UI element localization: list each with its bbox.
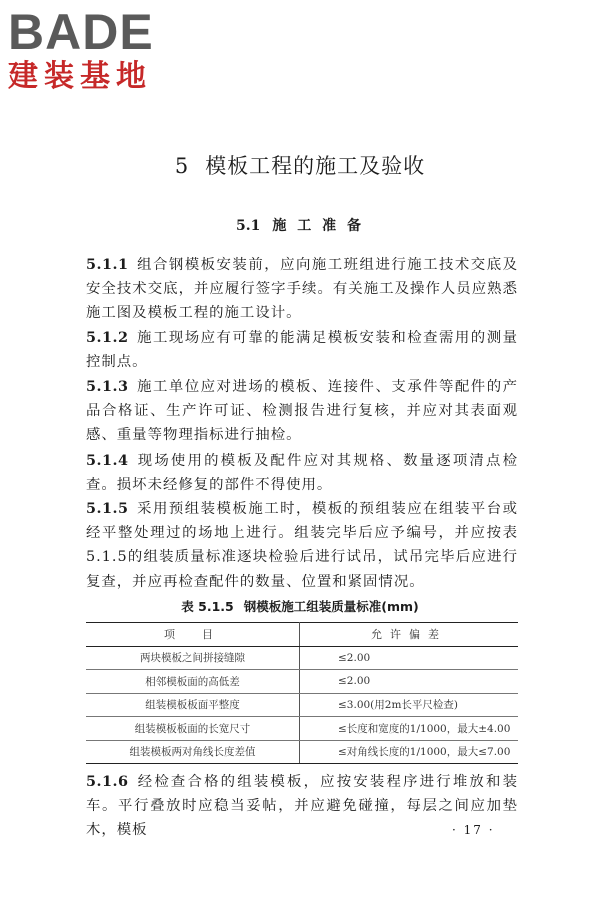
- paragraph-text: 现场使用的模板及配件应对其规格、数量逐项清点检查。损坏未经修复的部件不得使用。: [86, 453, 518, 494]
- quality-standard-table: [86, 622, 518, 764]
- paragraph-text: 经检查合格的组装模板，应按安装程序进行堆放和装车。平行叠放时应稳当妥帖，并应避免碰撞，每层之间应加垫木，模板: [86, 774, 518, 839]
- paragraph-5-1-5: [86, 497, 518, 594]
- header-tolerance: 允许偏差: [300, 623, 519, 647]
- table-row: [86, 740, 518, 764]
- paragraph-text: 采用预组装模板施工时，模板的预组装应在组装平台或经平整处理过的场地上进行。组装完毕后应予编号，并应按表5.1.5的组装质量标准逐块检验后进行试吊，试吊完毕后应进行复查，并应再检查配件的数量、位置和紧固情况。: [86, 501, 518, 590]
- table-caption: [0, 597, 600, 615]
- table-number: 表 5.1.5: [181, 599, 234, 614]
- table-cell-tolerance: ≤2.00: [300, 646, 519, 670]
- paragraph-number: 5.1.6: [86, 773, 129, 790]
- table-row: [86, 693, 518, 717]
- table-title: 钢模板施工组装质量标准(mm): [243, 599, 419, 614]
- section-number: 5.1: [236, 218, 261, 234]
- chapter-number: 5: [174, 154, 190, 178]
- paragraph-text: 组合钢模板安装前，应向施工班组进行施工技术交底及安全技术交底，并应履行签字手续。有关施工及操作人员应熟悉施工图及模板工程的施工设计。: [86, 257, 518, 322]
- table-cell-item: 组装模板板面平整度: [86, 693, 300, 717]
- paragraph-5-1-2: [86, 326, 518, 374]
- paragraph-5-1-4: [86, 449, 518, 497]
- table-row: [86, 646, 518, 670]
- paragraph-5-1-3: [86, 375, 518, 448]
- paragraph-number: 5.1.2: [86, 329, 129, 346]
- table-row: [86, 717, 518, 741]
- table-cell-item: 组装模板两对角线长度差值: [86, 740, 300, 764]
- paragraph-number: 5.1.4: [86, 452, 129, 469]
- section-title: 施 工 准 备: [272, 218, 364, 234]
- logo-brand-cn: 建装基地: [8, 59, 152, 94]
- chapter-heading: [0, 150, 600, 180]
- paragraph-text: 施工单位应对进场的模板、连接件、支承件等配件的产品合格证、生产许可证、检测报告进行复核，并应对其表面观感、重量等物理指标进行抽检。: [86, 379, 518, 444]
- table-cell-tolerance: ≤长度和宽度的1/1000，最大±4.00: [300, 717, 519, 741]
- table-cell-tolerance: ≤2.00: [300, 670, 519, 694]
- paragraph-number: 5.1.3: [86, 378, 129, 395]
- table-cell-item: 两块模板之间拼接缝隙: [86, 646, 300, 670]
- paragraph-text: 施工现场应有可靠的能满足模板安装和检查需用的测量控制点。: [86, 330, 518, 371]
- logo-brand-text: BADE: [8, 4, 154, 60]
- table-cell-tolerance: ≤对角线长度的1/1000，最大≤7.00: [300, 740, 519, 764]
- table-row: [86, 670, 518, 694]
- brand-logo: [8, 6, 154, 94]
- paragraph-number: 5.1.1: [86, 256, 129, 273]
- paragraph-5-1-1: [86, 253, 518, 326]
- table-cell-item: 组装模板板面的长宽尺寸: [86, 717, 300, 741]
- table-cell-item: 相邻模板面的高低差: [86, 670, 300, 694]
- page-number: · 17 ·: [452, 823, 495, 837]
- header-item: 项 目: [86, 623, 300, 647]
- paragraph-number: 5.1.5: [86, 500, 129, 517]
- chapter-title: 模板工程的施工及验收: [205, 154, 426, 178]
- table-header-row: [86, 623, 518, 647]
- section-heading: [0, 215, 600, 235]
- table-cell-tolerance: ≤3.00(用2m长平尺检查): [300, 693, 519, 717]
